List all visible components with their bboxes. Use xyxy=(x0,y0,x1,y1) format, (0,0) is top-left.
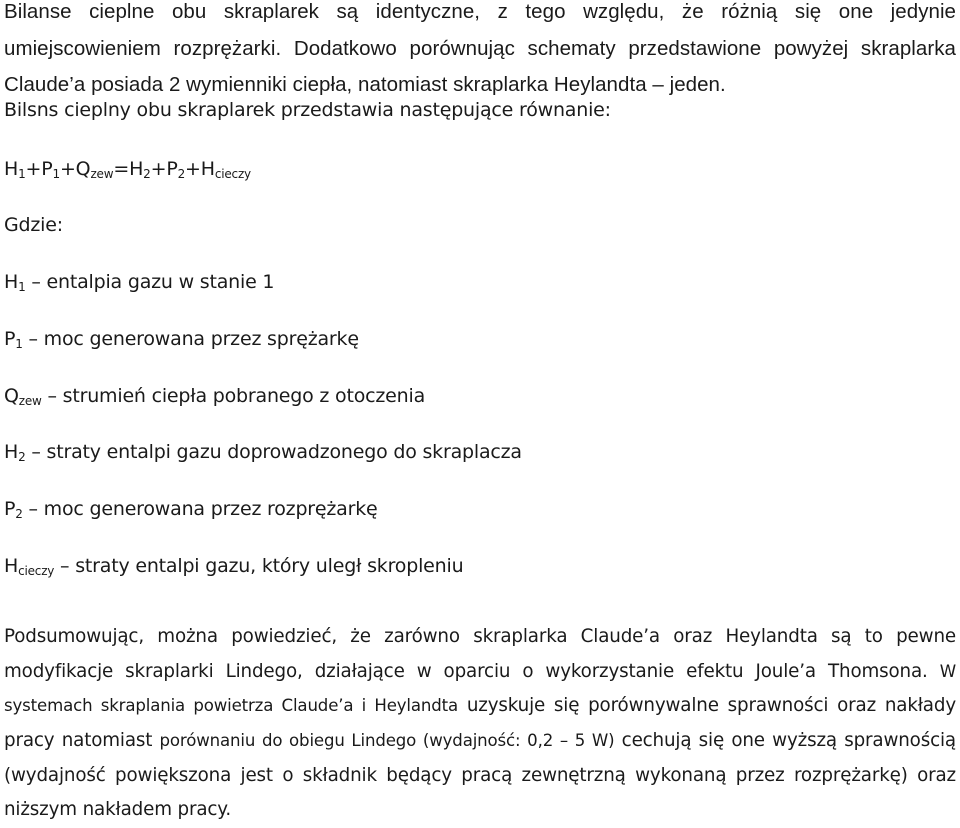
balance-equation: $H_1+P_1+Q_{zew}=H_2+P_2+H_{cieczy}$ xyxy=(4,158,251,181)
where-label: Gdzie: xyxy=(4,214,63,236)
summary-paragraph: Podsumowując, można powiedzieć, że zarówno skraplarka Claude’a oraz Heylandta są to pewne modyfikacje skraplarki Lindego, działające w oparciu o wykorzystanie efektu Joule’a Thomsona. W systemach skraplania powietrza Claude’a i Heylandta uzyskuje się porównywalne sprawności oraz nakłady pracy natomiast porównaniu do obiegu Lindego (wydajność: 0,2 – 5 W) cechują się one wyższą sprawnością (wydajność powiększona jest o składnik będący pracą zewnętrzną wykonaną przez rozprężarkę) oraz niższym nakładem pracy. xyxy=(4,626,956,821)
definition-item: $H_2$ – straty entalpi gazu doprowadzonego do skraplacza xyxy=(4,441,522,464)
balance-intro: Bilsns cieplny obu skraplarek przedstawia następujące równanie: xyxy=(4,99,611,121)
definition-item: $P_1$ – moc generowana przez sprężarkę xyxy=(4,328,359,351)
intro-paragraph: Bilanse cieplne obu skraplarek są identyczne, z tego względu, że różnią się one jedynie umiejscowieniem rozprężarki. Dodatkowo porównując schematy przedstawione powyżej skraplarka Claude’a posiada 2 wymienniki ciepła, natomiast skraplarka Heylandta – jeden. xyxy=(4,0,956,96)
definition-item: $H_1$ – entalpia gazu w stanie 1 xyxy=(4,271,275,294)
definition-item: $Q_{zew}$ – strumień ciepła pobranego z otoczenia xyxy=(4,385,426,408)
definition-item: $H_{cieczy}$ – straty entalpi gazu, który uległ skropleniu xyxy=(4,555,464,578)
definition-item: $P_2$ – moc generowana przez rozprężarkę xyxy=(4,498,378,521)
